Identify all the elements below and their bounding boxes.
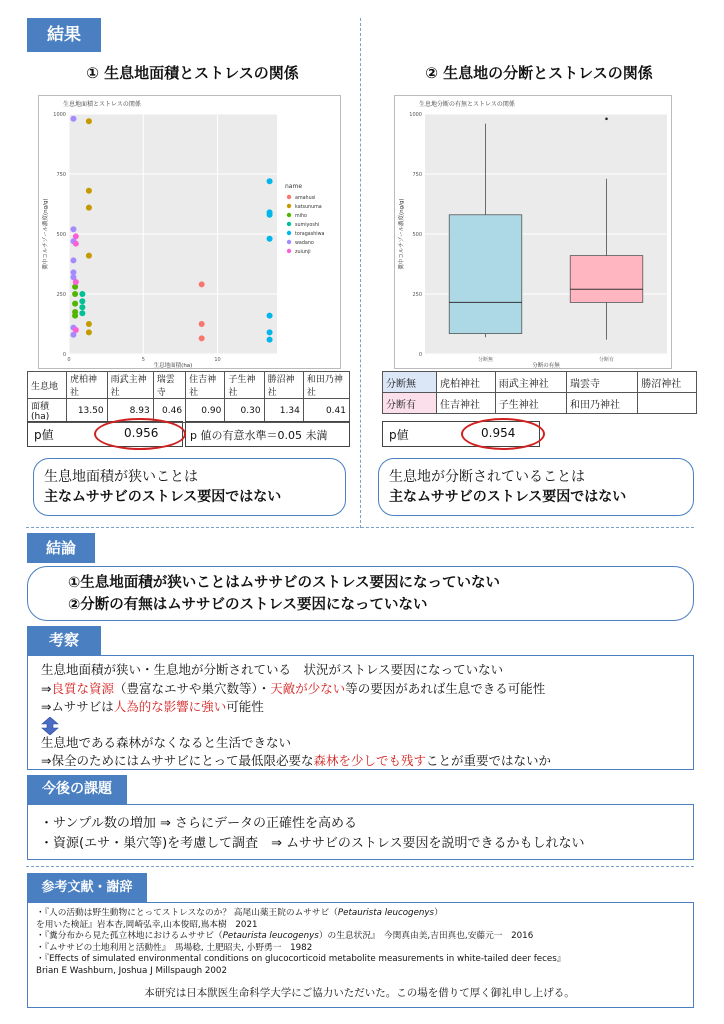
conclusion-line2: ②分断の有無はムササビのストレス要因になっていない [68,597,428,613]
table-cell: 雨武主神社 [107,372,153,399]
y-tick-label: 750 [412,172,422,178]
data-point-toragashiwa [267,329,273,335]
discussion-line3 [41,698,693,717]
p-label: p値 [34,428,54,442]
box-分断有 [570,256,643,303]
x-tick-label: 分断有 [598,357,615,363]
significance-note: p 値の有意水準＝0.05 未満 [190,429,328,442]
y-tick-label: 750 [56,172,66,178]
legend-key-toragashiwa [287,231,291,235]
reference-1-line2: を用いた検証』岩本杏,岡崎弘幸,山本俊昭,嶌本樹 2021 [36,919,258,930]
reference-4: ・『Effects of simulated environmental conditions on glucocorticoid metabolite measurements in white-tailed deer feces』 [36,954,566,964]
data-point-sumiyoshi [79,291,85,297]
left-conclusion-line2: 主なムササビのストレス要因ではない [44,489,282,505]
legend-key-sumiyoshi [287,222,291,226]
legend-key-wadano [287,240,291,244]
y-axis-label: 糞中コルチゾール濃度(ng/g) [399,198,405,270]
row-label-no-fragmentation: 分断無 [383,372,437,393]
discussion-header: 考察 [27,626,101,655]
table-cell: 和田乃神社 [567,393,638,414]
p-value: 0.954 [481,426,516,440]
table-cell: 0.46 [153,399,185,423]
text-span: ・『人の活動は野生動物にとってストレスなのか？ 高尾山薬王院のムササビ（ [36,908,338,918]
data-point-katsunuma [86,321,92,327]
significance-note-box [185,421,350,447]
legend-key-katsunuma [287,204,291,208]
reference-3: ・『ムササビの土地利用と活動性』 馬場稔, 土肥昭夫, 小野勇一 1982 [36,942,313,953]
x-axis-label: 生息地面積(ha) [153,363,193,369]
future-task-2: ・資源(エサ・巣穴等)を考慮して調査 ⇒ ムササビのストレス要因を説明できるかもしれない [40,836,585,851]
y-tick-label: 250 [56,292,66,298]
data-point-miho [72,291,78,297]
data-point-toragashiwa [267,337,273,343]
future-tasks-header: 今後の課題 [27,775,127,804]
text-span: ・『糞分布から見た孤立林地におけるムササビ（ [36,931,223,941]
table-cell: 虎柏神社 [437,372,496,393]
table-cell: 勝沼神社 [638,372,697,393]
data-point-amahusi [199,321,205,327]
data-point-katsunuma [86,188,92,194]
fragmentation-row-with [383,393,697,414]
data-point-katsunuma [86,253,92,259]
data-point-zuiunji [73,241,79,247]
text-span: 等の要因があれば生息できる可能性 [345,680,546,696]
y-tick-label: 0 [418,352,422,358]
data-point-zuiunji [73,233,79,239]
section-divider-2 [26,866,694,867]
y-tick-label: 250 [412,292,422,298]
data-point-sumiyoshi [79,304,85,310]
text-span: ） [434,908,443,918]
legend-title: name [285,183,303,190]
x-tick-label: 5 [141,357,145,363]
data-point-toragashiwa [267,313,273,319]
area-table-value-row [28,399,350,423]
table-cell: 虎柏神社 [67,372,108,399]
legend-label: sumiyoshi [295,223,320,228]
data-point-sumiyoshi [79,310,85,316]
arrow-text: ⇒ [41,680,52,696]
table-cell [638,393,697,414]
results-header: 結果 [27,18,101,52]
y-axis-label: 糞中コルチゾール濃度(ng/g) [43,198,49,270]
area-table-name-row [28,372,350,399]
x-axis-label: 分断の有無 [532,363,560,369]
chart-title: 生息地分断の有無とストレスの関係 [419,101,515,108]
section-divider-1 [26,527,694,528]
fragmentation-row-none [383,372,697,393]
data-point-toragashiwa [267,236,273,242]
row-label-fragmented: 分断有 [383,393,437,414]
references-panel [27,902,694,1008]
legend-key-miho [287,213,291,217]
text-span: ことが重要ではないか [426,753,552,768]
table-cell: 1.34 [264,399,303,423]
data-point-wadano [70,257,76,263]
acknowledgement: 本研究は日本獣医生命科学大学にご協力いただいた。この場を借りて厚く御礼申し上げる。 [144,987,575,999]
highlight-good-resources: 良質な資源 [51,680,114,696]
data-point-sumiyoshi [79,298,85,304]
fragmentation-stress-boxplot [394,95,672,369]
discussion-line2 [41,680,693,699]
conclusion-box [27,566,694,621]
data-point-katsunuma [86,329,92,335]
text-span: 可能性 [226,699,264,714]
species-name: Petaurista leucogenys [337,908,435,918]
highlight-few-predators: 天敵が少ない [270,680,346,696]
right-conclusion-line1: 生息地が分断されていることは [389,469,585,485]
table-cell: 子生神社 [225,372,264,399]
species-name: Petaurista leucogenys [222,931,319,941]
table-cell: 和田乃神社 [303,372,349,399]
reference-2 [36,931,693,943]
data-point-zuiunji [73,327,79,333]
legend-label: miho [295,214,307,219]
table-row-label: 面積(ha) [28,399,67,423]
legend-label: katsunuma [295,205,322,210]
table-cell: 8.93 [107,399,153,423]
table-cell: 雨武主神社 [495,372,566,393]
y-tick-label: 0 [62,352,66,358]
table-cell: 瑞雲寺 [567,372,638,393]
highlight-keep-forest: 森林を少しでも残す [313,753,426,768]
text-span: ⇒保全のためにはムササビにとって最低限必要な [41,753,314,768]
right-conclusion-box [378,458,694,516]
y-tick-label: 500 [412,232,422,238]
right-conclusion-line2: 主なムササビのストレス要因ではない [389,489,627,505]
discussion-line5 [41,752,693,771]
conclusion-header: 結論 [27,533,95,563]
x-tick-label: 0 [67,357,71,363]
data-point-zuiunji [73,279,79,285]
text-span: ⇒ムササビは [41,699,114,714]
x-tick-label: 分断無 [477,357,494,363]
data-point-toragashiwa [267,178,273,184]
column-divider [360,18,361,528]
data-point-miho [72,301,78,307]
reference-1-line1 [36,908,693,920]
double-arrow-row [41,717,693,734]
left-conclusion-box [33,458,346,516]
text-span: （豊富なエサや巣穴数等）・ [114,680,271,696]
data-point-amahusi [199,335,205,341]
table-cell: 住吉神社 [437,393,496,414]
data-point-katsunuma [86,205,92,211]
fragmentation-table [382,371,697,414]
left-p-highlight-ellipse [94,418,186,450]
highlight-human-impact: 人為的な影響に強い [113,699,227,714]
data-point-miho [72,313,78,319]
area-table [27,371,350,423]
chart-title: 生息地面積とストレスの関係 [63,101,141,108]
references-header: 参考文献・謝辞 [27,873,147,902]
future-task-1: ・サンプル数の増加 ⇒ さらにデータの正確性を高める [40,816,357,831]
table-head-label: 生息地 [28,372,67,399]
left-conclusion-line1: 生息地面積が狭いことは [44,469,198,485]
legend-key-zuiunji [287,249,291,253]
discussion-panel [27,655,694,770]
data-point-toragashiwa [267,212,273,218]
legend-label: wadano [295,241,314,246]
left-section-title: ① 生息地面積とストレスの関係 [86,64,299,82]
future-tasks-panel [27,804,694,860]
table-cell: 0.41 [303,399,349,423]
boxplot-svg [395,96,673,370]
legend-label: zuiunji [295,250,311,255]
y-tick-label: 1000 [409,112,422,118]
scatter-plot-svg [39,96,342,370]
table-cell: 13.50 [67,399,108,423]
table-cell: 0.30 [225,399,264,423]
table-cell: 子生神社 [495,393,566,414]
conclusion-line1: ①生息地面積が狭いことはムササビのストレス要因になっていない [68,575,501,591]
x-tick-label: 10 [214,357,221,363]
data-point-katsunuma [86,118,92,124]
double-arrow-icon [41,717,59,735]
discussion-line1: 生息地面積が狭い・生息地が分断されている 状況がストレス要因になっていない [41,662,504,677]
table-cell: 勝沼神社 [264,372,303,399]
text-span: ）の生息状況』 今関真由美,吉田真也,安藤元一 2016 [318,931,534,941]
data-point-wadano [70,116,76,122]
legend-label: amahusi [295,196,316,201]
data-point-amahusi [199,281,205,287]
y-tick-label: 1000 [53,112,66,118]
outlier-point [605,118,608,121]
box-分断無 [449,215,522,334]
table-cell: 0.90 [186,399,225,423]
right-p-highlight-ellipse [461,418,545,450]
legend-key-amahusi [287,195,291,199]
p-label: p値 [389,428,409,442]
legend-label: toragashiwa [295,232,325,237]
reference-4-authors: Brian E Washburn, Joshua J Millspaugh 2002 [36,965,227,976]
right-section-title: ② 生息地の分断とストレスの関係 [425,64,653,82]
discussion-line4: 生息地である森林がなくなると生活できない [41,734,292,750]
table-cell: 瑞雲寺 [153,372,185,399]
y-tick-label: 500 [56,232,66,238]
data-point-wadano [70,226,76,232]
p-value: 0.956 [124,426,159,440]
area-stress-scatter-chart [38,95,341,369]
table-cell: 住吉神社 [186,372,225,399]
